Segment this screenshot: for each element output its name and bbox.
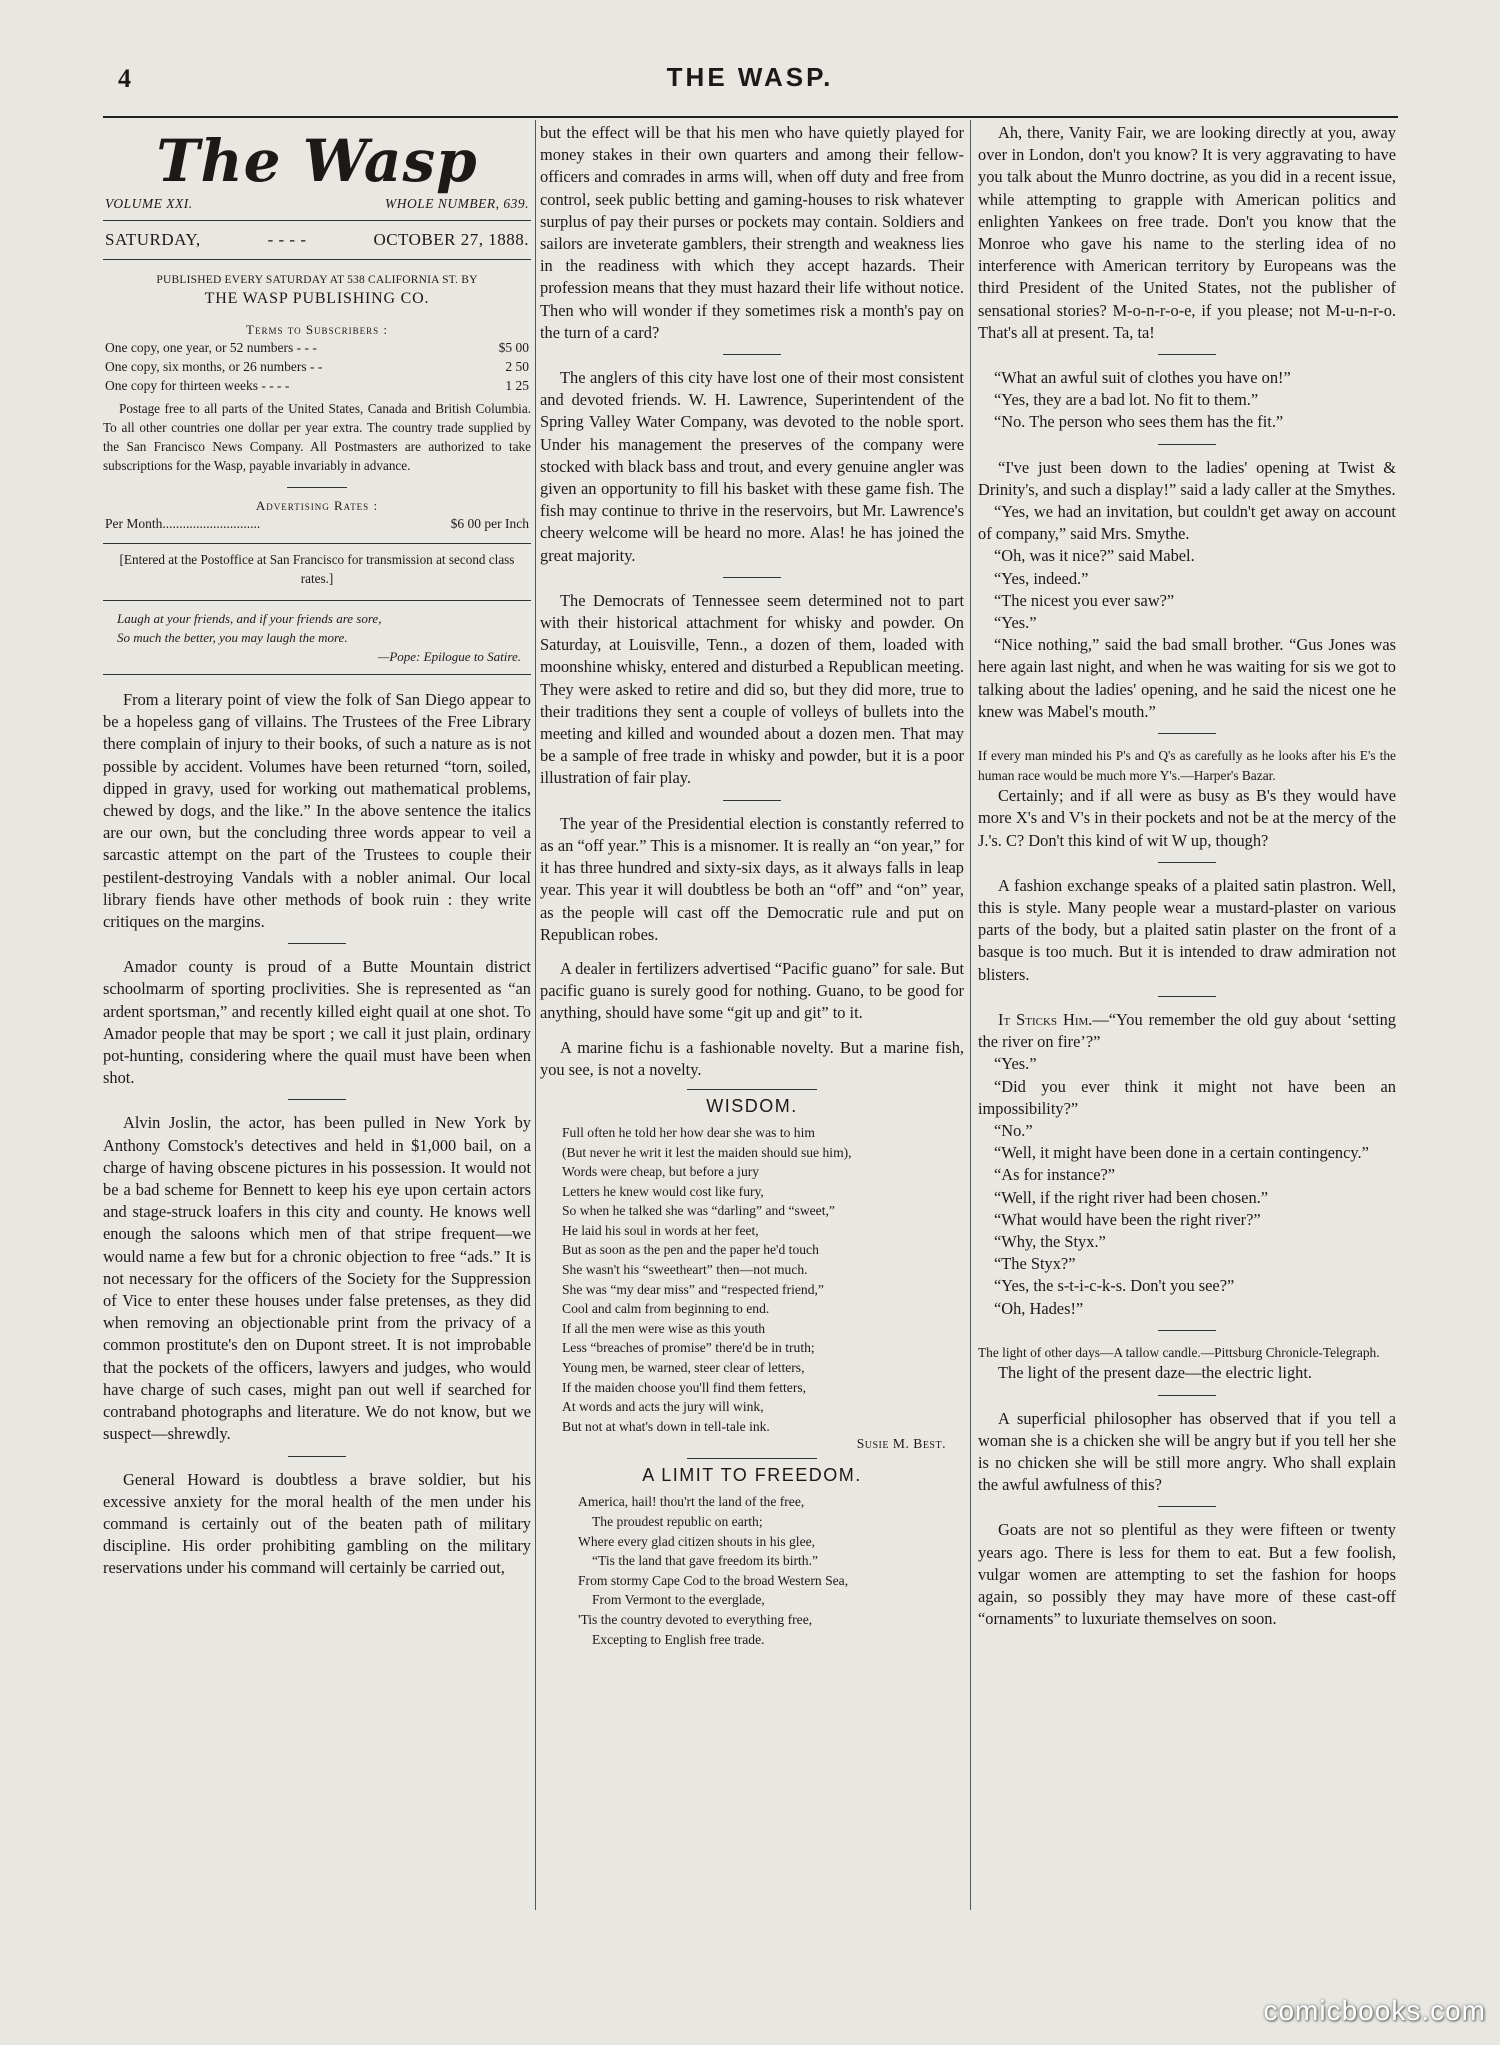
article-paragraph	[978, 1009, 1396, 1053]
poem-line: Where every glad citizen shouts in his glee,	[578, 1533, 816, 1549]
terms-heading: Terms to Subscribers :	[246, 322, 388, 337]
poem-line: From Vermont to the everglade,	[592, 1592, 765, 1608]
advertising-label: Per Month.............................	[105, 516, 261, 531]
poem-line: Cool and calm from beginning to end.	[562, 1301, 770, 1317]
column-2	[540, 122, 964, 1649]
volume-line	[103, 196, 531, 212]
item-heading: It Sticks Him.	[998, 1009, 1093, 1029]
poem-line: Excepting to English free trade.	[592, 1631, 765, 1647]
column-1	[103, 122, 531, 1580]
poem-line: Letters he knew would cost like fury,	[562, 1183, 764, 1199]
item-text: —“You remember the old guy about ‘setting the river on fire’?”	[978, 1009, 1396, 1052]
article-paragraph: A fashion exchange speaks of a plaited satin plastron. Well, this is style. Many people wear a mustard-plaster on various parts of the body, but a plaited satin plaster on the front of a basque is too much. But it is intended to draw admiration not blisters.	[978, 875, 1396, 984]
dialogue-line: “Yes.”	[994, 1054, 1037, 1074]
poem-line: She wasn't his “sweetheart” then—not much.	[562, 1262, 808, 1278]
rate-label: One copy, six months, or 26 numbers - -	[105, 359, 323, 374]
rate-row	[103, 376, 531, 395]
issue-date: OCTOBER 27, 1888.	[373, 230, 529, 249]
quoted-note: The light of other days—A tallow candle.—Pittsburg Chronicle-Telegraph.	[978, 1344, 1380, 1360]
whole-number: WHOLE NUMBER, 639.	[385, 196, 529, 211]
divider	[1158, 1330, 1216, 1331]
divider	[723, 800, 781, 801]
divider	[288, 1456, 346, 1457]
article-paragraph: Certainly; and if all were as busy as B's they would have more X's and V's in their pockets and not be at the mercy of the J.'s. C? Don't this kind of wit W up, though?	[978, 786, 1396, 850]
dialogue-line: “Did you ever think it might not have been an impossibility?”	[978, 1076, 1396, 1118]
poem-line: Young men, be warned, steer clear of letters,	[562, 1360, 805, 1376]
column-divider	[970, 120, 971, 1910]
divider	[1158, 1506, 1216, 1507]
poem-line: But not at what's down in tell-tale ink.	[562, 1418, 770, 1434]
poem-line: Less “breaches of promise” there'd be in truth;	[562, 1340, 815, 1356]
poem-line: 'Tis the country devoted to everything free,	[578, 1611, 813, 1627]
poem-line: At words and acts the jury will wink,	[562, 1399, 764, 1415]
article-paragraph: The light of the present daze—the electric light.	[998, 1363, 1313, 1383]
divider	[1158, 354, 1216, 355]
divider	[1158, 996, 1216, 997]
epigraph	[103, 600, 531, 675]
column-3	[978, 122, 1396, 1630]
article-paragraph: A marine fichu is a fashionable novelty. But a marine fish, you see, is not a novelty.	[540, 1037, 964, 1079]
divider	[687, 1089, 817, 1090]
postage-note: Postage free to all parts of the United States, Canada and British Columbia. To all other countries one dollar per year extra. The country trade supplied by the San Francisco News Company. All Postmasters are authorized to take subscriptions for the Wasp, payable invariably in advance.	[103, 401, 531, 473]
dialogue-line: “Well, if the right river had been chosen.”	[994, 1187, 1269, 1207]
divider	[687, 1458, 817, 1459]
date-line	[103, 220, 531, 260]
rate-label: One copy for thirteen weeks - - - -	[105, 378, 290, 393]
column-divider	[535, 120, 536, 1910]
watermark-logo: comicbooks.com	[1263, 1995, 1486, 2026]
divider	[1158, 862, 1216, 863]
dialogue-line: “The nicest you ever saw?”	[994, 590, 1175, 610]
article-paragraph: A dealer in fertilizers advertised “Pacific guano” for sale. But pacific guano is surely good for nothing. Guano, to be good for anything, should have some “git up and git” to it.	[540, 958, 964, 1023]
dialogue-line: “Oh, Hades!”	[994, 1298, 1084, 1318]
poem-limit	[540, 1492, 964, 1649]
dashes: - - - -	[267, 230, 307, 249]
epigraph-line: Laugh at your friends, and if your friends are sore,	[117, 611, 382, 626]
masthead-title: The Wasp	[156, 127, 478, 195]
rate-row	[103, 357, 531, 376]
article-paragraph: General Howard is doubtless a brave soldier, but his excessive anxiety for the moral health of the men under his command is certainly out of the beaten path of military discipline. His order prohibiting gambling on the military reservations under his command will certainly be carried out,	[103, 1469, 531, 1578]
article-paragraph: Ah, there, Vanity Fair, we are looking directly at you, away over in London, don't you know? It is very aggravating to have you talk about the Munro doctrine, as you did in a recent issue, while attempting to grapple with American politics and enlighten Yankees on free trade. Don't you know that the Monroe who gave his name to the sterling idea of no interference with American territory by Europeans was the third President of the United States, not the publisher of sensational stories? M-o-n-r-o-e, if you please; not M-u-n-r-o. That's all at present. Ta, ta!	[978, 123, 1396, 342]
volume: VOLUME XXI.	[105, 196, 193, 211]
poem-line: America, hail! thou'rt the land of the free,	[578, 1494, 805, 1510]
poem-line: (But never he writ it lest the maiden should sue him),	[562, 1144, 852, 1160]
poem-line: She was “my dear miss” and “respected friend,”	[562, 1281, 824, 1297]
running-title: THE WASP.	[666, 62, 834, 92]
dialogue-line: “Nice nothing,” said the bad small brother. “Gus Jones was here again last night, and when he was waiting for sis we got to talking about the ladies' opening, and he said the nicest one he knew was Mabel's mouth.”	[978, 635, 1396, 721]
poem-signature: Susie M. Best.	[856, 1436, 946, 1452]
poem-line: “Tis the land that gave freedom its birth.”	[592, 1553, 819, 1569]
article-paragraph: A superficial philosopher has observed that if you tell a woman she is a chicken she will be angry but if you tell her she is no chicken she will be still more angry. Who shall explain the awful awfulness of this?	[978, 1408, 1396, 1495]
dialogue-line: “Yes.”	[994, 613, 1037, 633]
poem-title-wisdom: WISDOM.	[706, 1095, 798, 1116]
poem-line: If all the men were wise as this youth	[562, 1320, 766, 1336]
article-paragraph: Goats are not so plentiful as they were fifteen or twenty years ago. There is less for them to eat. But a few foolish, vulgar women are attempting to set the fashion for hoops again, so possibly they may have more of these cast-off “ornaments” to luxuriate themselves on soon.	[978, 1520, 1396, 1629]
article-paragraph: The Democrats of Tennessee seem determined not to part with their historical attachment for whisky and powder. On Saturday, at Louisville, Tenn., a dozen of them, loaded with moonshine whisky, entered and disturbed a Republican meeting. They were asked to retire and did so, but they did more, true to their traditions they sent a couple of volleys of bullets into the meeting and killed and wounded about a dozen men. That may be a sample of free trade in whisky and powder, but it is a poor illustration of fair play.	[540, 590, 964, 788]
divider	[287, 487, 347, 488]
dialogue-line: “Yes, indeed.”	[994, 568, 1089, 588]
poem-line: Words were cheap, but before a jury	[562, 1164, 760, 1180]
publisher: THE WASP PUBLISHING CO.	[204, 290, 430, 307]
divider	[1158, 733, 1216, 734]
divider	[723, 354, 781, 355]
epigraph-attribution: —Pope: Epilogue to Satire.	[377, 649, 521, 664]
divider	[1158, 444, 1216, 445]
poem-line: From stormy Cape Cod to the broad Western Sea,	[578, 1572, 849, 1588]
dialogue-line: “Well, it might have been done in a certain contingency.”	[994, 1143, 1369, 1163]
article-paragraph: but the effect will be that his men who have quietly played for money stakes in their own quarters and among their fellow-officers and comrades in arms will, when off duty and free from control, seek public betting and gaming-houses to risk whatever surplus of pay their purses or pockets may contain. Soldiers and sailors are inveterate gamblers, their strength and weakness lies in the readiness with which they accept hazards. Their profession means that they must hazard their life without notice. Then who will wonder if they sometimes risk a month's pay on the turn of a card?	[540, 123, 964, 342]
dialogue-line: “Yes, they are a bad lot. No fit to them.”	[994, 390, 1259, 410]
dialogue-line: “No. The person who sees them has the fit.”	[994, 412, 1284, 432]
dialogue-line: “What an awful suit of clothes you have on!”	[994, 368, 1291, 388]
poem-wisdom	[540, 1123, 964, 1437]
dialogue-line: “What would have been the right river?”	[994, 1209, 1261, 1229]
divider	[723, 577, 781, 578]
rate-price: 2 50	[505, 359, 529, 374]
poem-title-limit: A LIMIT TO FREEDOM.	[642, 1465, 862, 1486]
divider	[288, 943, 346, 944]
advertising-row	[103, 514, 531, 533]
article-paragraph: From a literary point of view the folk of San Diego appear to be a hopeless gang of villains. The Trustees of the Free Library there complain of injury to their books, of such a nature as is not possible by accident. Volumes have been returned “torn, soiled, dipped in gravy, used for working out mathematical problems, chewed by dogs, and the like.” In the above sentence the italics are our own, but the concluding three words appear to veil a sarcastic attempt on the part of the Trustees to couple their pestilent-destroying Vandals with a nobler animal. Our local library fiends have other methods of book ruin : they write critiques on the margins.	[103, 690, 531, 932]
rate-label: One copy, one year, or 52 numbers - - -	[105, 340, 317, 355]
header-rule	[103, 116, 1398, 118]
entered-note: [Entered at the Postoffice at San Francisco for transmission at second class rates.]	[103, 543, 531, 594]
divider	[288, 1099, 346, 1100]
article-paragraph: Alvin Joslin, the actor, has been pulled in New York by Anthony Comstock's detectives and held in $1,000 bail, on a charge of having obscene pictures in his possession. It would not be a bad scheme for Bennett to keep his eye upon certain actors and stage-struck loafers in this city and county. He knows well enough the saloons which men of that stripe frequent—we would name a few but for a chronic objection to free “ads.” It is not necessary for the officers of the Society for the Suppression of Vice to enter these houses under false pretenses, as they did when removing an objectionable print from the privacy of a common prostitute's den on Dupont street. It is not improbable that the pockets of the officers, lawyers and judges, who would have charge of such cases, might pan out well if searched for contraband photographs and literature. We do not know, but we suspect—shrewdly.	[103, 1113, 531, 1444]
page-number: 4	[118, 64, 131, 93]
poem-line: Full often he told her how dear she was to him	[562, 1124, 815, 1140]
rate-row	[103, 338, 531, 357]
dialogue-line: “Oh, was it nice?” said Mabel.	[994, 546, 1195, 566]
poem-line: But as soon as the pen and the paper he'd touch	[562, 1242, 819, 1258]
divider	[1158, 1395, 1216, 1396]
poem-line: If the maiden choose you'll find them fetters,	[562, 1379, 807, 1395]
article-paragraph: “I've just been down to the ladies' opening at Twist & Drinity's, and such a display!” said a lady caller at the Smythes.	[978, 457, 1396, 499]
rate-price: 1 25	[505, 378, 529, 393]
poem-line: So when he talked she was “darling” and “sweet,”	[562, 1203, 835, 1219]
article-paragraph: Amador county is proud of a Butte Mountain district schoolmarm of sporting proclivities. She is represented as “an ardent sportsman,” and recently killed eight quail at one shot. To Amador people that may be sport ; we call it just plain, ordinary pot-hunting, considering where the quail must have been when shot.	[103, 957, 531, 1088]
dialogue-line: “The Styx?”	[994, 1254, 1076, 1274]
dialogue-line: “Why, the Styx.”	[994, 1231, 1106, 1251]
article-paragraph: The anglers of this city have lost one of their most consistent and devoted friends. W. H. Lawrence, Superintendent of the Spring Valley Water Company, was devoted to the noble sport. Under his management the preserves of the company were stocked with black bass and trout, and every genuine angler was given an opportunity to fill his basket with these game fish. The fish may continue to thrive in the reservoirs, but Mr. Lawrence's cheery welcome will be heard no more. Alas! he has joined the great majority.	[540, 368, 964, 565]
poem-line: The proudest republic on earth;	[592, 1514, 763, 1530]
dialogue-line: “Yes, we had an invitation, but couldn't get away on account of company,” said Mrs. Smythe.	[978, 502, 1396, 544]
quoted-note: If every man minded his P's and Q's as carefully as he looks after his E's the human race would be much more Y's.—Harper's Bazar.	[978, 748, 1396, 783]
epigraph-line: So much the better, you may laugh the more.	[117, 630, 348, 645]
article-paragraph: The year of the Presidential election is constantly referred to as an “off year.” This is a misnomer. It is really an “on year,” for it has three hundred and sixty-six days, as it always falls in leap year. This year it will doubtless be both an “off” and “on” year, as the people will cast off the Democratic rule and put on Republican robes.	[540, 813, 964, 944]
advertising-price: $6 00 per Inch	[450, 516, 529, 531]
day: SATURDAY,	[105, 230, 201, 249]
poem-line: He laid his soul in words at her feet,	[562, 1222, 759, 1238]
rate-price: $5 00	[498, 340, 529, 355]
dialogue-line: “No.”	[994, 1120, 1033, 1140]
published-note: PUBLISHED EVERY SATURDAY AT 538 CALIFORNIA ST. BY	[156, 274, 478, 286]
dialogue-line: “Yes, the s-t-i-c-k-s. Don't you see?”	[994, 1276, 1235, 1296]
dialogue-line: “As for instance?”	[994, 1165, 1116, 1185]
advertising-heading: Advertising Rates :	[255, 498, 379, 513]
